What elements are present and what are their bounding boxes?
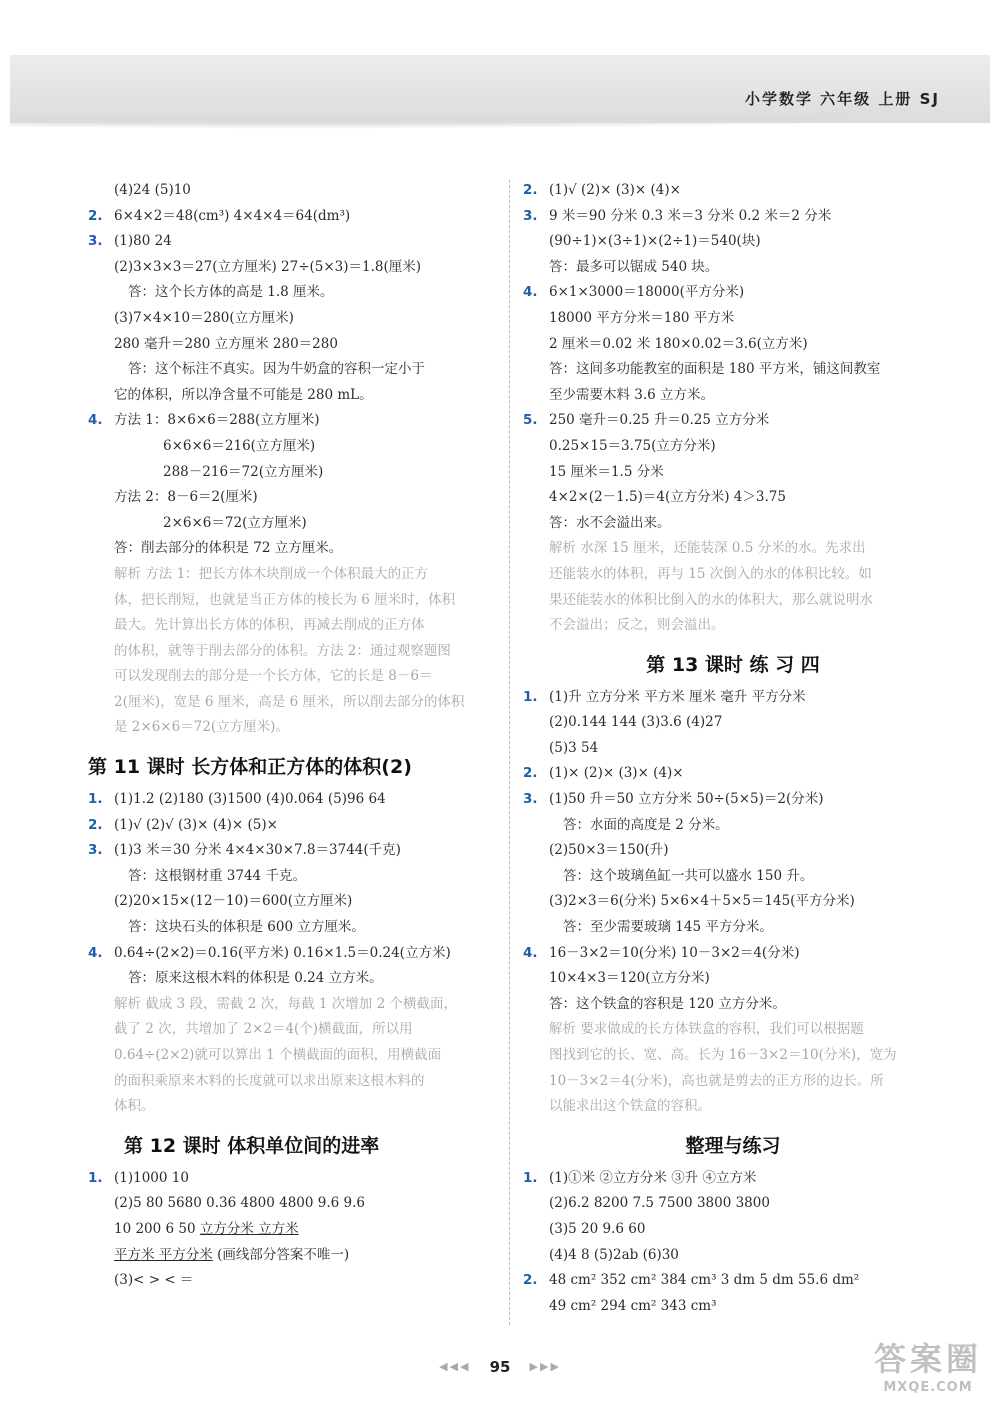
answer-line <box>88 1166 496 1192</box>
page-number-row <box>0 1356 1000 1376</box>
explanation-line <box>88 690 496 716</box>
text-run: 10 200 6 50 <box>114 1220 200 1237</box>
answer-line <box>88 178 496 204</box>
text-run: 10－3×2＝4(分米)，高也就是剪去的正方形的边长。所 <box>549 1072 884 1089</box>
answer-text <box>549 685 806 711</box>
text-run: 6×1×3000＝18000(平方分米) <box>549 284 745 301</box>
answer-text <box>114 178 191 204</box>
text-run: (1)1.2 (2)180 (3)1500 (4)0.064 (5)96 64 <box>114 791 386 808</box>
answer-line <box>523 761 943 787</box>
answer-line <box>523 1166 943 1192</box>
answer-text <box>549 1191 770 1217</box>
answer-line <box>523 685 943 711</box>
explanation-line <box>88 1043 496 1069</box>
answer-text <box>549 280 744 306</box>
answer-line <box>523 710 943 736</box>
question-number: 2. <box>88 207 103 224</box>
watermark-logo <box>874 1334 982 1395</box>
text-run: 48 cm² 352 cm² 384 cm³ 3 dm 5 dm 55.6 dm² <box>549 1272 860 1289</box>
explanation-text <box>549 1094 711 1120</box>
question-number: 1. <box>523 688 538 705</box>
answer-text <box>114 383 373 409</box>
answer-line <box>523 1294 943 1320</box>
explanation-line <box>523 1094 943 1120</box>
question-number: 3. <box>523 791 538 808</box>
answer-text <box>128 966 383 992</box>
answer-text <box>114 1217 299 1243</box>
answer-text <box>128 357 425 383</box>
question-number: 2. <box>523 182 538 198</box>
explanation-text <box>114 639 451 665</box>
answer-line <box>88 460 496 486</box>
text-run: 答：这个玻璃鱼缸一共可以盛水 150 升。 <box>563 867 814 884</box>
answer-text <box>549 838 669 864</box>
answer-line <box>88 838 496 864</box>
answer-text <box>549 1268 859 1294</box>
answer-line <box>88 255 496 281</box>
answer-text <box>114 1191 365 1217</box>
text-run: 以能求出这个铁盒的容积。 <box>549 1098 711 1115</box>
answer-line <box>523 511 943 537</box>
explanation-text <box>114 1043 441 1069</box>
section-title: 第 11 课时 长方体和正方体的体积(2) <box>88 756 412 779</box>
answer-line <box>88 229 496 255</box>
answer-text <box>549 178 681 204</box>
explanation-text <box>114 588 455 614</box>
answer-text <box>549 941 799 967</box>
explanation-text <box>114 1094 155 1120</box>
answer-text <box>549 229 761 255</box>
text-run: 答：至少需要玻璃 145 平方分米。 <box>563 919 773 936</box>
answer-line <box>88 408 496 434</box>
header-title: 小学数学 六年级 上册 SJ <box>744 90 940 108</box>
answer-line <box>88 536 496 562</box>
explanation-text <box>114 1069 425 1095</box>
text-run: (1)50 升＝50 立方分米 50÷(5×5)＝2(分米) <box>549 791 824 808</box>
text-run: 6×4×2＝48(cm³) 4×4×4＝64(dm³) <box>114 207 351 224</box>
question-number: 3. <box>88 842 103 859</box>
text-run: 答：削去部分的体积是 72 立方厘米。 <box>114 540 343 557</box>
answer-text <box>563 915 773 941</box>
question-number: 2. <box>523 765 538 782</box>
answer-line <box>88 966 496 992</box>
question-number: 1. <box>523 1169 538 1186</box>
text-run: 体积。 <box>114 1098 155 1115</box>
question-number: 4. <box>88 412 103 429</box>
watermark-title: 答案圈 <box>873 1340 982 1378</box>
answer-line <box>523 1243 943 1269</box>
answer-line <box>523 915 943 941</box>
text-run: 解析 方法 1：把长方体木块削成一个体积最大的正方 <box>114 565 429 582</box>
answer-text <box>549 204 831 230</box>
section-title: 第 13 课时 练 习 四 <box>646 653 820 676</box>
text-run: (90÷1)×(3÷1)×(2÷1)＝540(块) <box>549 233 761 250</box>
text-run: 10×4×3＝120(立方分米) <box>549 970 710 987</box>
text-run: (3)2×3＝6(分米) 5×6×4＋5×5＝145(平方分米) <box>549 893 855 910</box>
question-number: 4. <box>523 284 538 301</box>
answer-text <box>114 485 258 511</box>
right-column <box>523 178 943 1319</box>
answer-line <box>523 889 943 915</box>
explanation-line <box>88 715 496 741</box>
answer-text <box>549 485 786 511</box>
explanation-line <box>88 1094 496 1120</box>
answer-line <box>88 813 496 839</box>
answer-text <box>114 1268 193 1294</box>
answer-line <box>88 357 496 383</box>
text-run: (2)50×3＝150(升) <box>549 842 669 859</box>
text-run: 它的体积，所以净含量不可能是 280 mL。 <box>114 386 373 403</box>
answer-line <box>88 306 496 332</box>
answer-text <box>549 383 714 409</box>
text-run: 是 2×6×6＝72(立方厘米)。 <box>114 719 289 736</box>
underlined-answer: 立方分米 立方米 <box>199 1220 299 1237</box>
explanation-text <box>549 536 866 562</box>
text-run: 答：最多可以锯成 540 块。 <box>549 258 719 275</box>
explanation-line <box>88 1017 496 1043</box>
text-run: 解析 水深 15 厘米，还能装深 0.5 分米的水。先求出 <box>549 540 866 557</box>
answer-line <box>88 383 496 409</box>
question-number: 3. <box>88 233 103 250</box>
answer-text <box>114 787 386 813</box>
answer-line <box>88 511 496 537</box>
text-run: (4)24 (5)10 <box>114 182 191 198</box>
text-run: 49 cm² 294 cm² 343 cm³ <box>549 1297 717 1314</box>
explanation-text <box>114 690 464 716</box>
question-number: 4. <box>88 944 103 961</box>
answer-line <box>523 992 943 1018</box>
answer-text <box>549 992 786 1018</box>
answer-text <box>163 434 315 460</box>
answer-text <box>114 332 338 358</box>
answer-text <box>114 889 352 915</box>
explanation-text <box>549 613 725 639</box>
explanation-line <box>523 562 943 588</box>
explanation-line <box>88 613 496 639</box>
answer-line <box>523 787 943 813</box>
text-run: 0.25×15＝3.75(立方分米) <box>549 437 716 454</box>
answer-text <box>128 864 306 890</box>
text-run: 的面积乘原来木料的长度就可以求出原来这根木料的 <box>114 1072 425 1089</box>
answer-line <box>523 941 943 967</box>
question-number: 2. <box>88 816 103 833</box>
text-run: 的体积，就等于削去部分的体积。方法 2：通过观察题图 <box>114 642 451 659</box>
text-run: (1)1000 10 <box>114 1169 189 1186</box>
question-number: 1. <box>88 1169 103 1186</box>
text-run: 不会溢出；反之，则会溢出。 <box>549 617 725 634</box>
explanation-text <box>114 562 428 588</box>
answer-line <box>523 357 943 383</box>
answer-text <box>549 1294 717 1320</box>
answer-line <box>523 408 943 434</box>
question-number: 4. <box>523 944 538 961</box>
answer-text <box>549 332 808 358</box>
text-run: 4×2×(2－1.5)＝4(立方分米) 4＞3.75 <box>549 489 786 506</box>
explanation-line <box>523 1043 943 1069</box>
answer-text <box>114 838 401 864</box>
explanation-text <box>549 562 872 588</box>
explanation-line <box>523 613 943 639</box>
answer-line <box>523 460 943 486</box>
answer-line <box>88 915 496 941</box>
answer-line <box>88 864 496 890</box>
text-run: (3)5 20 9.6 60 <box>549 1220 646 1237</box>
answer-line <box>523 178 943 204</box>
text-run: 288－216＝72(立方厘米) <box>163 463 324 480</box>
answer-text <box>114 941 451 967</box>
underlined-answer: 平方米 平方分米 <box>114 1246 213 1263</box>
text-run: (2)3×3×3＝27(立方厘米) 27÷(5×3)＝1.8(厘米) <box>114 258 422 275</box>
answer-text <box>128 915 365 941</box>
answer-line <box>88 787 496 813</box>
text-run: (1)升 立方分米 平方米 厘米 毫升 平方分米 <box>549 688 806 705</box>
text-run: 280 毫升＝280 立方厘米 280＝280 <box>114 335 338 352</box>
question-number: 1. <box>88 791 103 808</box>
answer-line <box>523 1217 943 1243</box>
explanation-line <box>523 588 943 614</box>
text-run: 答：这个铁盒的容积是 120 立方分米。 <box>549 995 786 1012</box>
watermark-url: MXQE.COM <box>883 1380 973 1395</box>
explanation-text <box>549 1017 864 1043</box>
answer-line <box>523 434 943 460</box>
answer-line <box>523 306 943 332</box>
answer-line <box>88 204 496 230</box>
explanation-text <box>549 1043 897 1069</box>
explanation-line <box>88 562 496 588</box>
answer-line <box>88 434 496 460</box>
answer-line <box>523 229 943 255</box>
text-run: 9 米＝90 分米 0.3 米＝3 分米 0.2 米＝2 分米 <box>549 207 832 224</box>
answer-text <box>549 710 722 736</box>
answer-text <box>549 306 734 332</box>
explanation-line <box>88 1069 496 1095</box>
text-run: 答：这个标注不真实。因为牛奶盒的容积一定小于 <box>128 361 425 378</box>
left-column <box>88 178 496 1294</box>
text-run: 2 厘米＝0.02 米 180×0.02＝3.6(立方米) <box>549 335 808 352</box>
text-run: 解析 要求做成的长方体铁盒的容积，我们可以根据题 <box>549 1021 864 1038</box>
text-run: 0.64÷(2×2)＝0.16(平方米) 0.16×1.5＝0.24(立方米) <box>114 944 451 961</box>
explanation-line <box>523 1017 943 1043</box>
text-run: 0.64÷(2×2)就可以算出 1 个横截面的面积，用横截面 <box>114 1047 442 1063</box>
question-number: 5. <box>523 412 538 429</box>
text-run: 体，把长削短，也就是当正方体的棱长为 6 厘米时，体积 <box>114 591 456 608</box>
answer-text <box>549 408 769 434</box>
explanation-text <box>114 992 457 1018</box>
answer-text <box>114 306 294 332</box>
text-run: 6×6×6＝216(立方厘米) <box>163 437 316 454</box>
text-run: 至少需要木料 3.6 立方米。 <box>549 386 715 403</box>
explanation-line <box>523 1069 943 1095</box>
answer-line <box>523 255 943 281</box>
answer-text <box>549 1217 645 1243</box>
answer-line <box>523 813 943 839</box>
answer-text <box>114 229 172 255</box>
answer-text <box>114 1243 349 1269</box>
answer-text <box>549 787 824 813</box>
answer-line <box>523 1268 943 1294</box>
column-divider <box>509 180 510 1325</box>
text-run: (1)× (2)× (3)× (4)× <box>549 765 684 782</box>
answer-line <box>523 736 943 762</box>
text-run: 15 厘米＝1.5 分米 <box>549 463 664 480</box>
text-run: 方法 1：8×6×6＝288(立方厘米) <box>114 412 320 429</box>
answer-line <box>88 1217 496 1243</box>
answer-line <box>523 838 943 864</box>
text-run: 2×6×6＝72(立方厘米) <box>163 514 307 531</box>
text-run: 答：原来这根木料的体积是 0.24 立方米。 <box>128 970 383 987</box>
answer-text <box>163 460 323 486</box>
answer-text <box>549 736 598 762</box>
answer-text <box>114 255 421 281</box>
answer-text <box>563 813 729 839</box>
answer-line <box>523 485 943 511</box>
page-number: 95 <box>489 1357 511 1376</box>
answer-text <box>114 813 278 839</box>
answer-line <box>88 1191 496 1217</box>
text-run: (2)6.2 8200 7.5 7500 3800 3800 <box>549 1195 770 1212</box>
text-run: (1)√ (2)√ (3)× (4)× (5)× <box>114 816 278 833</box>
answer-line <box>88 941 496 967</box>
answer-line <box>88 889 496 915</box>
text-run: 答：水不会溢出来。 <box>549 514 671 531</box>
text-run: (5)3 54 <box>549 739 599 756</box>
answer-text <box>549 1243 679 1269</box>
text-run: (3)7×4×10＝280(立方厘米) <box>114 309 294 326</box>
explanation-text <box>549 1069 884 1095</box>
text-run: (2)0.144 144 (3)3.6 (4)27 <box>549 714 723 731</box>
answer-text <box>114 536 342 562</box>
answer-text <box>549 511 671 537</box>
explanation-text <box>114 613 425 639</box>
answer-text <box>549 966 710 992</box>
text-run: (3)< > < ＝ <box>114 1272 194 1289</box>
answer-line <box>88 1243 496 1269</box>
prev-arrows-icon: ◀◀◀ <box>439 1360 471 1373</box>
text-run: 截了 2 次，共增加了 2×2＝4(个)横截面，所以用 <box>114 1021 413 1038</box>
text-run: 答：这个长方体的高是 1.8 厘米。 <box>128 284 334 301</box>
answer-text <box>563 864 813 890</box>
text-run: (1)√ (2)× (3)× (4)× <box>549 182 681 198</box>
answer-text <box>549 434 716 460</box>
answer-line <box>523 1191 943 1217</box>
answer-line <box>523 204 943 230</box>
text-run: 16－3×2＝10(分米) 10－3×2＝4(分米) <box>549 944 800 961</box>
text-run: 方法 2：8－6＝2(厘米) <box>114 489 258 506</box>
answer-line <box>88 280 496 306</box>
answer-line <box>88 485 496 511</box>
answer-line <box>523 383 943 409</box>
answer-line <box>88 1268 496 1294</box>
answer-text <box>163 511 307 537</box>
answer-line <box>523 280 943 306</box>
answer-line <box>523 332 943 358</box>
explanation-line <box>523 536 943 562</box>
text-run: (4)4 8 (5)2ab (6)30 <box>549 1246 679 1263</box>
text-run: (1)①米 ②立方分米 ③升 ④立方米 <box>549 1169 757 1186</box>
answer-text <box>114 204 350 230</box>
section-title: 第 12 课时 体积单位间的进率 <box>124 1134 380 1157</box>
answer-line <box>88 332 496 358</box>
next-arrows-icon: ▶▶▶ <box>529 1360 561 1373</box>
answer-text <box>549 1166 757 1192</box>
explanation-line <box>88 639 496 665</box>
text-run: 答：水面的高度是 2 分米。 <box>563 816 729 833</box>
text-run: 18000 平方分米＝180 平方米 <box>549 309 735 326</box>
explanation-line <box>88 992 496 1018</box>
question-number: 2. <box>523 1272 538 1289</box>
text-run: 果还能装水的体积比倒入的水的体积大，那么就说明水 <box>549 591 873 608</box>
answer-line <box>523 864 943 890</box>
text-run: (1)3 米＝30 分米 4×4×30×7.8＝3744(千克) <box>114 842 401 859</box>
text-run: 答：这间多功能教室的面积是 180 平方米，铺这间教室 <box>549 361 881 378</box>
answer-text <box>549 255 718 281</box>
text-run: 可以发现削去的部分是一个长方体，它的长是 8－6＝ <box>114 668 433 685</box>
answer-text <box>549 460 664 486</box>
text-run: 2(厘米)，宽是 6 厘米，高是 6 厘米，所以削去部分的体积 <box>114 693 465 710</box>
explanation-text <box>549 588 873 614</box>
text-run: 还能装水的体积，再与 15 次倒入的水的体积比较。如 <box>549 565 872 582</box>
text-run: 最大。先计算出长方体的体积，再减去削成的正方体 <box>114 617 425 634</box>
explanation-line <box>88 588 496 614</box>
text-run: (2)20×15×(12－10)＝600(立方厘米) <box>114 893 353 910</box>
section-title: 整理与练习 <box>685 1134 781 1157</box>
explanation-text <box>114 715 289 741</box>
explanation-line <box>88 664 496 690</box>
explanation-text <box>114 664 432 690</box>
text-run: (2)5 80 5680 0.36 4800 4800 9.6 9.6 <box>114 1195 365 1212</box>
explanation-text <box>114 1017 413 1043</box>
text-run: (1)80 24 <box>114 233 172 250</box>
text-run: 图找到它的长、宽、高。长为 16－3×2＝10(分米)，宽为 <box>549 1047 897 1063</box>
answer-text <box>114 408 320 434</box>
answer-text <box>549 761 684 787</box>
text-run: 答：这块石头的体积是 600 立方厘米。 <box>128 919 365 936</box>
answer-text <box>549 357 880 383</box>
answer-text <box>114 1166 189 1192</box>
answer-note: (画线部分答案不唯一) <box>212 1246 350 1263</box>
text-run: 250 毫升＝0.25 升＝0.25 立方分米 <box>549 412 770 429</box>
answer-text <box>128 280 334 306</box>
text-run: 解析 截成 3 段，需截 2 次，每截 1 次增加 2 个横截面， <box>114 995 457 1012</box>
answer-line <box>523 966 943 992</box>
answer-text <box>549 889 855 915</box>
question-number: 3. <box>523 207 538 224</box>
text-run: 答：这根钢材重 3744 千克。 <box>128 867 306 884</box>
